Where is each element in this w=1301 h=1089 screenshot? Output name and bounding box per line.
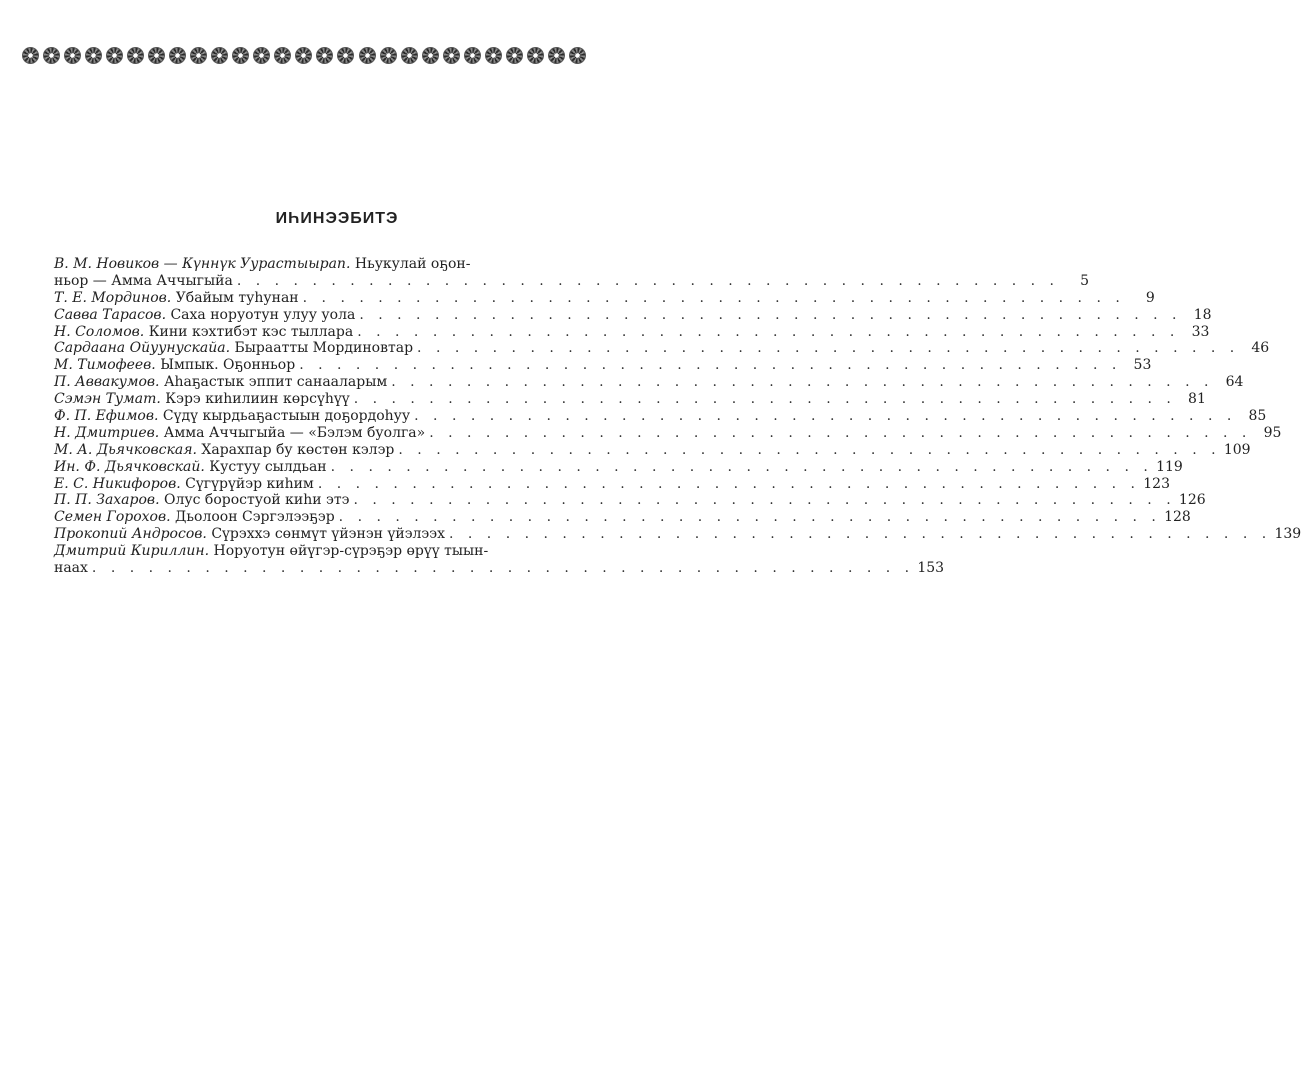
table-of-contents [54, 256, 1301, 577]
toc-page-number: 33 [1191, 323, 1210, 340]
rosette-ornament-icon [127, 47, 144, 64]
toc-entry [54, 323, 1210, 341]
rosette-ornament-icon [359, 47, 376, 64]
toc-title: Сүдү кырдьаҕастыын доҕордоһуу [162, 408, 411, 425]
toc-author: Н. Дмитриев. [54, 424, 160, 441]
toc-title: наах [54, 560, 88, 577]
leader-dots [295, 357, 1121, 374]
toc-author: Савва Тарасов. [54, 306, 167, 323]
toc-title: Сүрэххэ сөнмүт үйэнэн үйэлээх [211, 526, 445, 543]
rosette-ornament-icon [337, 47, 354, 64]
leader-dots [410, 408, 1236, 425]
rosette-ornament-icon [106, 47, 123, 64]
toc-entry [54, 441, 1251, 459]
leader-dots [350, 391, 1176, 408]
rosette-ornament-icon [401, 47, 418, 64]
toc-entry [54, 272, 1090, 290]
leader-dots [233, 273, 1059, 290]
rosette-ornament-icon [295, 47, 312, 64]
toc-entry [54, 391, 1206, 408]
toc-title: Кустуу сылдьан [209, 458, 327, 475]
toc-page-number: 109 [1223, 441, 1251, 458]
toc-title: Ньукулай оҕон- [354, 256, 471, 272]
rosette-ornament-icon [211, 47, 228, 64]
leader-dots [425, 425, 1251, 442]
toc-title: Дьолоон Сэргэлээҕэр [175, 509, 335, 526]
rosette-ornament-icon [380, 47, 397, 64]
toc-entry [54, 475, 1170, 493]
toc-page-number: 123 [1143, 475, 1170, 492]
leader-dots [353, 324, 1179, 341]
toc-entry [54, 526, 1301, 543]
toc-title: Норуотун өйүгэр-сүрэҕэр өрүү тыын- [213, 543, 489, 560]
toc-entry [54, 374, 1244, 391]
toc-title: Амма Аччыгыйа — «Бэлэм буолга» [163, 424, 426, 441]
toc-page-number: 95 [1263, 424, 1282, 441]
toc-title: Убайым туһунан [175, 289, 299, 306]
toc-page-number: 85 [1248, 408, 1267, 425]
leader-dots [394, 442, 1220, 459]
rosette-ornament-icon [569, 47, 586, 64]
toc-entry [54, 289, 1155, 307]
leader-dots [355, 307, 1181, 324]
leader-dots [445, 526, 1271, 543]
toc-page-number: 5 [1080, 272, 1090, 289]
rosette-ornament-icon [64, 47, 81, 64]
rosette-ornament-icon [548, 47, 565, 64]
rosette-ornament-icon [148, 47, 165, 64]
leader-dots [387, 374, 1213, 391]
toc-author: П. Аввакумов. [54, 374, 160, 391]
toc-page-number: 18 [1193, 306, 1212, 323]
toc-author: Е. С. Никифоров. [54, 475, 181, 492]
toc-author: В. М. Новиков — [54, 256, 178, 272]
toc-title: Саха норуотун улуу уола [170, 306, 356, 323]
toc-entry [54, 424, 1282, 442]
toc-entry [54, 509, 1191, 526]
toc-author: М. А. Дьячковская. [54, 441, 197, 458]
toc-page-number: 128 [1164, 509, 1191, 526]
toc-entry [54, 340, 1270, 357]
toc-entry [54, 256, 582, 273]
toc-entry [54, 408, 1267, 425]
toc-page-number: 139 [1274, 526, 1301, 543]
rosette-ornament-icon [464, 47, 481, 64]
toc-title: Олус боростуой киһи этэ [163, 492, 350, 509]
leader-dots [299, 290, 1125, 307]
toc-author: Ф. П. Ефимов. [54, 408, 159, 425]
toc-page-number: 81 [1188, 391, 1206, 408]
toc-page-number: 153 [917, 560, 945, 577]
toc-title-italic: Күннүк Уурастыырап. [182, 256, 351, 272]
toc-title: Сүгүрүйэр киһим [185, 475, 314, 492]
rosette-ornament-icon [316, 47, 333, 64]
toc-page-number: 46 [1251, 340, 1270, 357]
toc-title: Быраатты Мординовтар [234, 340, 414, 357]
toc-page-number: 9 [1145, 289, 1155, 306]
toc-page-number: 126 [1178, 492, 1206, 509]
toc-author: Н. Соломов. [54, 323, 145, 340]
rosette-ornament-icon [232, 47, 249, 64]
toc-author: Сардаана Ойуунускайа. [54, 340, 231, 357]
toc-author: Дмитрий Кириллин. [54, 543, 210, 560]
rosette-ornament-icon [274, 47, 291, 64]
rosette-ornament-icon [169, 47, 186, 64]
rosette-ornament-icon [22, 47, 39, 64]
toc-author: М. Тимофеев. [54, 357, 156, 374]
toc-title: Аһаҕастык эппит санааларым [163, 374, 388, 391]
toc-title: Ымпык. Оҕонньор [160, 357, 296, 374]
toc-entry [54, 306, 1212, 324]
toc-page-number: 53 [1133, 357, 1152, 374]
rosette-ornament-icon [43, 47, 60, 64]
toc-author: Сэмэн Тумат. [54, 391, 161, 408]
toc-title: Кэрэ киһилиин көрсүһүү [165, 391, 350, 408]
leader-dots [314, 476, 1140, 493]
toc-page-number: 64 [1225, 374, 1244, 391]
toc-title: ньор — Амма Аччыгыйа [54, 272, 233, 289]
rosette-ornament-icon [253, 47, 270, 64]
toc-entry [54, 492, 1206, 509]
leader-dots [349, 492, 1175, 509]
leader-dots [88, 560, 914, 577]
toc-title: Харахпар бу көстөн кэлэр [201, 441, 395, 458]
toc-title: Кини кэхтибэт кэс тыллара [148, 323, 354, 340]
toc-entry [54, 560, 945, 577]
leader-dots [335, 509, 1161, 526]
rosette-ornament-icon [190, 47, 207, 64]
rosette-ornament-icon [85, 47, 102, 64]
rosette-ornament-icon [422, 47, 439, 64]
leader-dots [327, 459, 1153, 476]
toc-entry [54, 543, 582, 560]
toc-author: Т. Е. Мординов. [54, 289, 172, 306]
rosette-ornament-icon [443, 47, 460, 64]
toc-entry [54, 357, 1152, 374]
leader-dots [413, 340, 1239, 357]
rosette-ornament-icon [506, 47, 523, 64]
page-title: ИҺИНЭЭБИТЭ [275, 210, 399, 227]
toc-author: Семен Горохов. [54, 509, 171, 526]
rosette-ornament-icon [527, 47, 544, 64]
rosette-ornament-icon [485, 47, 502, 64]
toc-author: Прокопий Андросов. [54, 526, 207, 543]
toc-entry [54, 458, 1183, 476]
toc-page-number: 119 [1156, 458, 1183, 475]
toc-author: П. П. Захаров. [54, 492, 160, 509]
header-ornament-border [22, 44, 586, 66]
toc-author: Ин. Ф. Дьячковскай. [54, 458, 205, 475]
